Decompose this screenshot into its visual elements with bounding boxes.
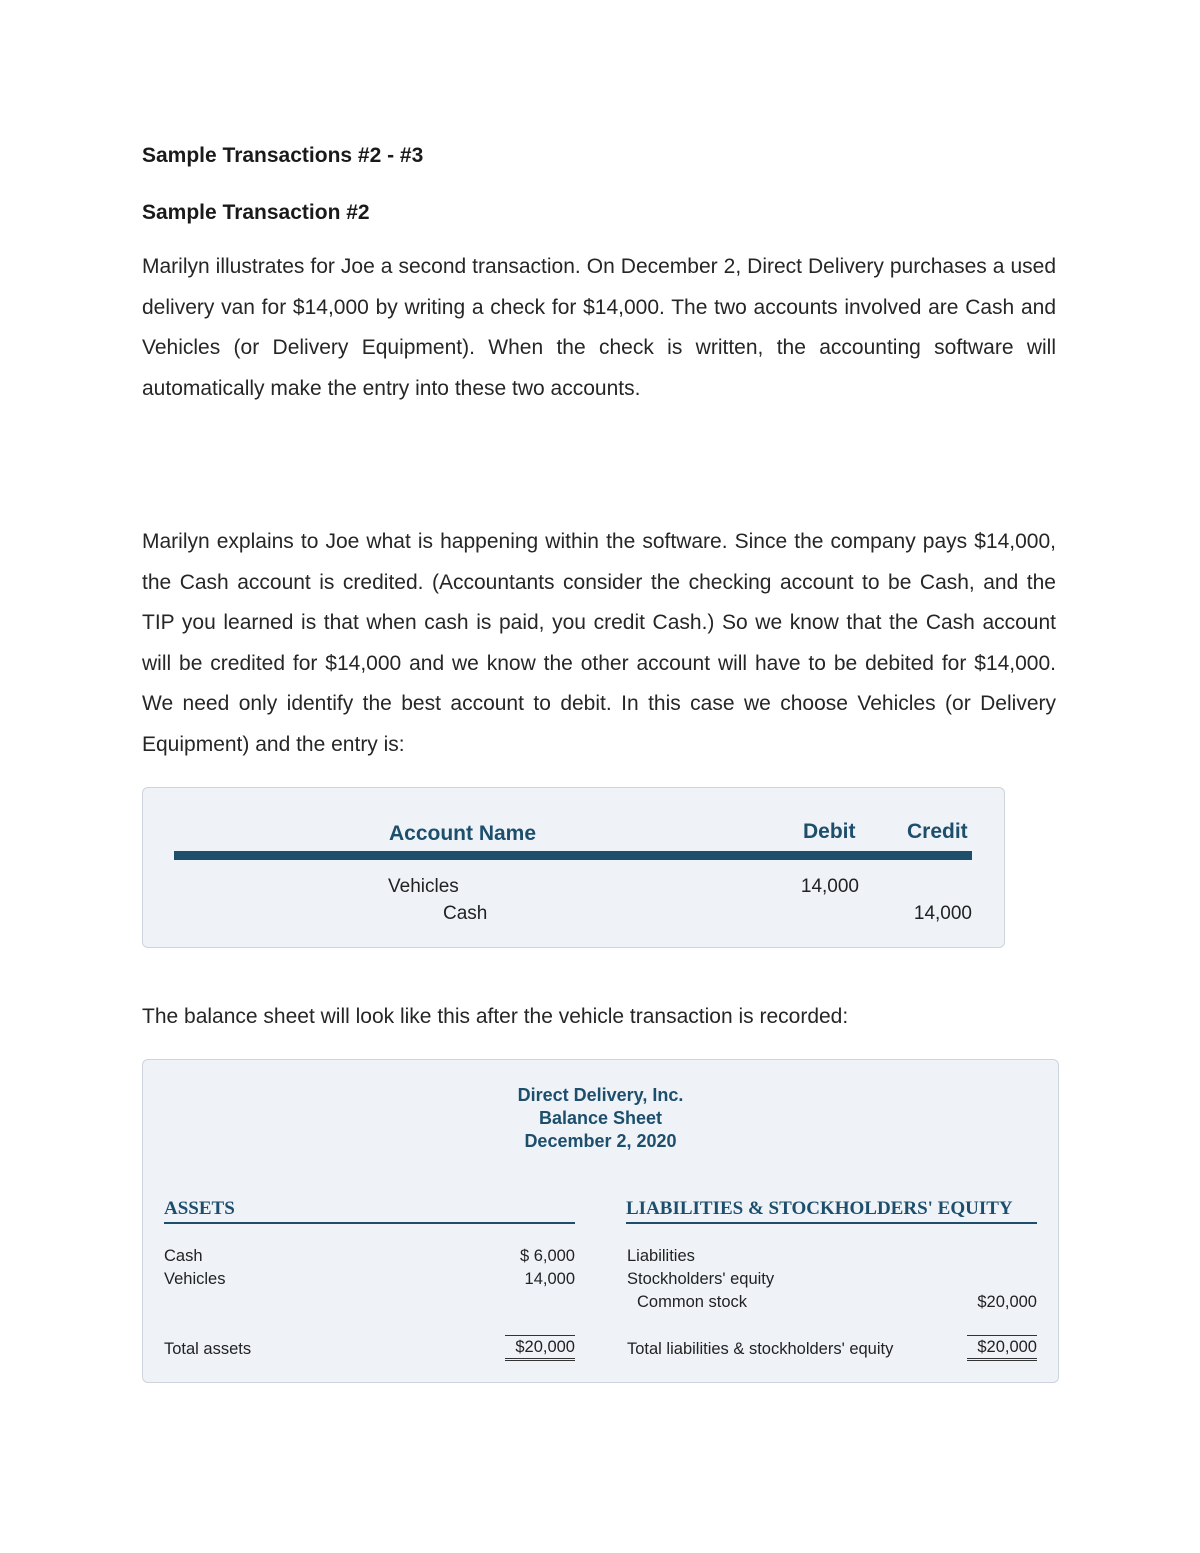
common-stock-value: $20,000 — [977, 1293, 1037, 1311]
header-rule — [174, 851, 972, 860]
journal-entry-table — [142, 787, 1005, 948]
total-liabilities-equity-label: Total liabilities & stockholders' equity — [627, 1340, 894, 1358]
statement-title: Balance Sheet — [538, 1108, 663, 1128]
column-header-account-name: Account Name — [389, 822, 537, 845]
statement-date: December 2, 2020 — [524, 1131, 677, 1151]
asset-value: 14,000 — [524, 1270, 575, 1288]
total-assets-value — [505, 1335, 575, 1361]
total-liabilities-equity-amount: $20,000 — [967, 1335, 1037, 1361]
stockholders-equity-label: Stockholders' equity — [627, 1270, 775, 1288]
company-name: Direct Delivery, Inc. — [517, 1085, 684, 1105]
total-liabilities-equity-value — [967, 1335, 1037, 1361]
total-assets-amount: $20,000 — [505, 1335, 575, 1361]
asset-value: $ 6,000 — [519, 1247, 575, 1265]
section-heading: Sample Transaction #2 — [142, 201, 370, 224]
journal-row-credit: 14,000 — [913, 903, 972, 924]
journal-row-debit: 14,000 — [800, 876, 859, 897]
liabilities-label: Liabilities — [627, 1247, 695, 1265]
assets-heading: ASSETS — [164, 1198, 575, 1224]
total-assets-label: Total assets — [164, 1340, 252, 1358]
journal-row-account: Vehicles — [388, 876, 459, 897]
paragraph-explanation: Marilyn explains to Joe what is happening within the software. Since the company pays $14,000, the Cash account is credited. (Accountants consider the checking account to be Cash, and the TIP you learned is that when cash is paid, you credit Cash.) So we know that the Cash account will be credited for $14,000 and we know the other account will have to be debited for $14,000. We need only identify the best account to debit. In this case we choose Vehicles (or Delivery Equipment) and the entry is: — [142, 530, 1056, 756]
asset-label: Cash — [164, 1247, 203, 1265]
liabilities-equity-heading: LIABILITIES & STOCKHOLDERS' EQUITY — [626, 1198, 1037, 1224]
document-title: Sample Transactions #2 - #3 — [142, 144, 424, 167]
common-stock-label: Common stock — [637, 1293, 748, 1311]
paragraph-intro: Marilyn illustrates for Joe a second transaction. On December 2, Direct Delivery purchases a used delivery van for $14,000 by writing a check for $14,000. The two accounts involved are Cash and Vehicles (or Delivery Equipment). When the check is written, the accounting software will automatically make the entry into these two accounts. — [142, 255, 1056, 400]
column-header-debit: Debit — [803, 820, 856, 843]
column-header-credit: Credit — [907, 820, 968, 843]
journal-row-account: Cash — [443, 903, 488, 924]
paragraph-balance-sheet-intro: The balance sheet will look like this after the vehicle transaction is recorded: — [142, 1005, 849, 1028]
asset-label: Vehicles — [164, 1270, 226, 1288]
balance-sheet — [142, 1059, 1059, 1383]
